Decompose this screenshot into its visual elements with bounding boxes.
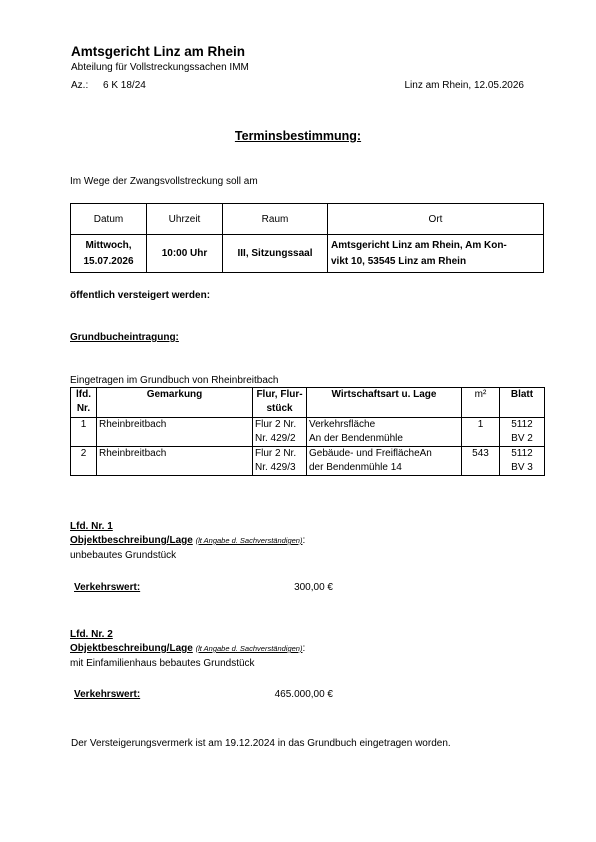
land-row-blatt-line-2: BV 3 [511, 462, 533, 473]
land-header-lfd-line-1: lfd. [76, 389, 91, 400]
land-register-table [70, 387, 545, 476]
land-row-blatt [500, 447, 545, 476]
land-row-area: 543 [462, 447, 500, 476]
document-heading: Terminsbestimmung: [234, 129, 362, 143]
case-number: 6 K 18/24 [103, 80, 146, 91]
schedule-header-room: Raum [223, 204, 328, 235]
object-2-value-label: Verkehrswert: [74, 689, 141, 700]
object-2-title: Lfd. Nr. 2 [70, 629, 113, 640]
schedule-place [328, 235, 544, 273]
intro-text: Im Wege der Zwangsvollstreckung soll am [70, 176, 258, 187]
land-row-blatt [500, 418, 545, 447]
land-row-flur-line-2: Nr. 429/2 [255, 433, 296, 444]
land-row-area: 1 [462, 418, 500, 447]
land-row-blatt-line-2: BV 2 [511, 433, 533, 444]
object-2-desc-note: (lt Angabe d. Sachverständigen) [195, 644, 303, 653]
schedule-header-place: Ort [328, 204, 544, 235]
land-row-wirtschaft-line-2: An der Bendenmühle [309, 433, 403, 444]
schedule-value-row [71, 235, 544, 273]
department: Abteilung für Vollstreckungssachen IMM [71, 62, 249, 73]
land-header-wirtschaft: Wirtschaftsart u. Lage [307, 388, 462, 418]
land-header-blatt: Blatt [500, 388, 545, 418]
object-1-desc-label-text: Objektbeschreibung/Lage [70, 535, 193, 546]
schedule-table [70, 203, 544, 273]
object-1-value-label: Verkehrswert: [74, 582, 141, 593]
object-2-value: 465.000,00 € [274, 689, 333, 700]
land-row-wirtschaft [307, 418, 462, 447]
land-row-lfd: 2 [71, 447, 97, 476]
land-row-gemarkung: Rheinbreitbach [97, 447, 253, 476]
land-header-lfd-line-2: Nr. [76, 403, 91, 414]
object-1-desc-colon: : [302, 535, 306, 546]
schedule-room: III, Sitzungssaal [223, 235, 328, 273]
schedule-date-weekday: Mittwoch, [85, 239, 132, 251]
object-2-description: mit Einfamilienhaus bebautes Grundstück [70, 658, 255, 669]
object-2-desc-label-text: Objektbeschreibung/Lage [70, 643, 193, 654]
schedule-header-time: Uhrzeit [147, 204, 223, 235]
footer-note: Der Versteigerungsvermerk ist am 19.12.2024 in das Grundbuch eingetragen worden. [71, 738, 451, 749]
land-row-wirtschaft-line-1: Gebäude- und FreiflächeAn [309, 448, 432, 459]
object-1-value: 300,00 € [294, 582, 333, 593]
land-header-gemarkung: Gemarkung [97, 388, 253, 418]
schedule-header-row [71, 204, 544, 235]
object-1-title: Lfd. Nr. 1 [70, 521, 113, 532]
schedule-date-value: 15.07.2026 [83, 255, 134, 267]
land-header-flur [253, 388, 307, 418]
schedule-time: 10:00 Uhr [147, 235, 223, 273]
land-row-gemarkung: Rheinbreitbach [97, 418, 253, 447]
schedule-place-line-2: vikt 10, 53545 Linz am Rhein [331, 255, 467, 267]
land-row-wirtschaft-line-2: der Bendenmühle 14 [309, 462, 402, 473]
land-header-area: m² [462, 388, 500, 418]
land-row-flur [253, 418, 307, 447]
schedule-place-line-1: Amtsgericht Linz am Rhein, Am Kon- [331, 239, 507, 251]
land-row-flur-line-2: Nr. 429/3 [255, 462, 296, 473]
schedule-header-date: Datum [71, 204, 147, 235]
object-1-description-label [70, 535, 305, 546]
table-row [71, 418, 545, 447]
table-row [71, 447, 545, 476]
object-2-desc-colon: : [302, 643, 306, 654]
land-row-lfd: 1 [71, 418, 97, 447]
land-row-wirtschaft [307, 447, 462, 476]
land-row-blatt-line-1: 5112 [511, 448, 533, 459]
land-row-flur-line-1: Flur 2 Nr. [255, 419, 297, 430]
land-register-intro: Eingetragen im Grundbuch von Rheinbreitbach [70, 375, 279, 386]
case-number-label: Az.: [71, 80, 89, 91]
place-date: Linz am Rhein, 12.05.2026 [404, 80, 524, 91]
court-name: Amtsgericht Linz am Rhein [71, 44, 246, 59]
auction-statement: öffentlich versteigert werden: [70, 290, 211, 301]
object-1-desc-note: (lt Angabe d. Sachverständigen) [195, 536, 303, 545]
schedule-date [71, 235, 147, 273]
land-register-title: Grundbucheintragung: [70, 332, 179, 343]
land-row-wirtschaft-line-1: Verkehrsfläche [309, 419, 376, 430]
land-header-flur-line-2: stück [266, 403, 293, 414]
land-row-blatt-line-1: 5112 [511, 419, 533, 430]
object-2-description-label [70, 643, 305, 654]
land-row-flur-line-1: Flur 2 Nr. [255, 448, 297, 459]
object-1-description: unbebautes Grundstück [70, 550, 177, 561]
land-row-flur [253, 447, 307, 476]
land-header-flur-line-1: Flur, Flur- [256, 389, 303, 400]
land-header-lfd [71, 388, 97, 418]
land-table-header-row [71, 388, 545, 418]
